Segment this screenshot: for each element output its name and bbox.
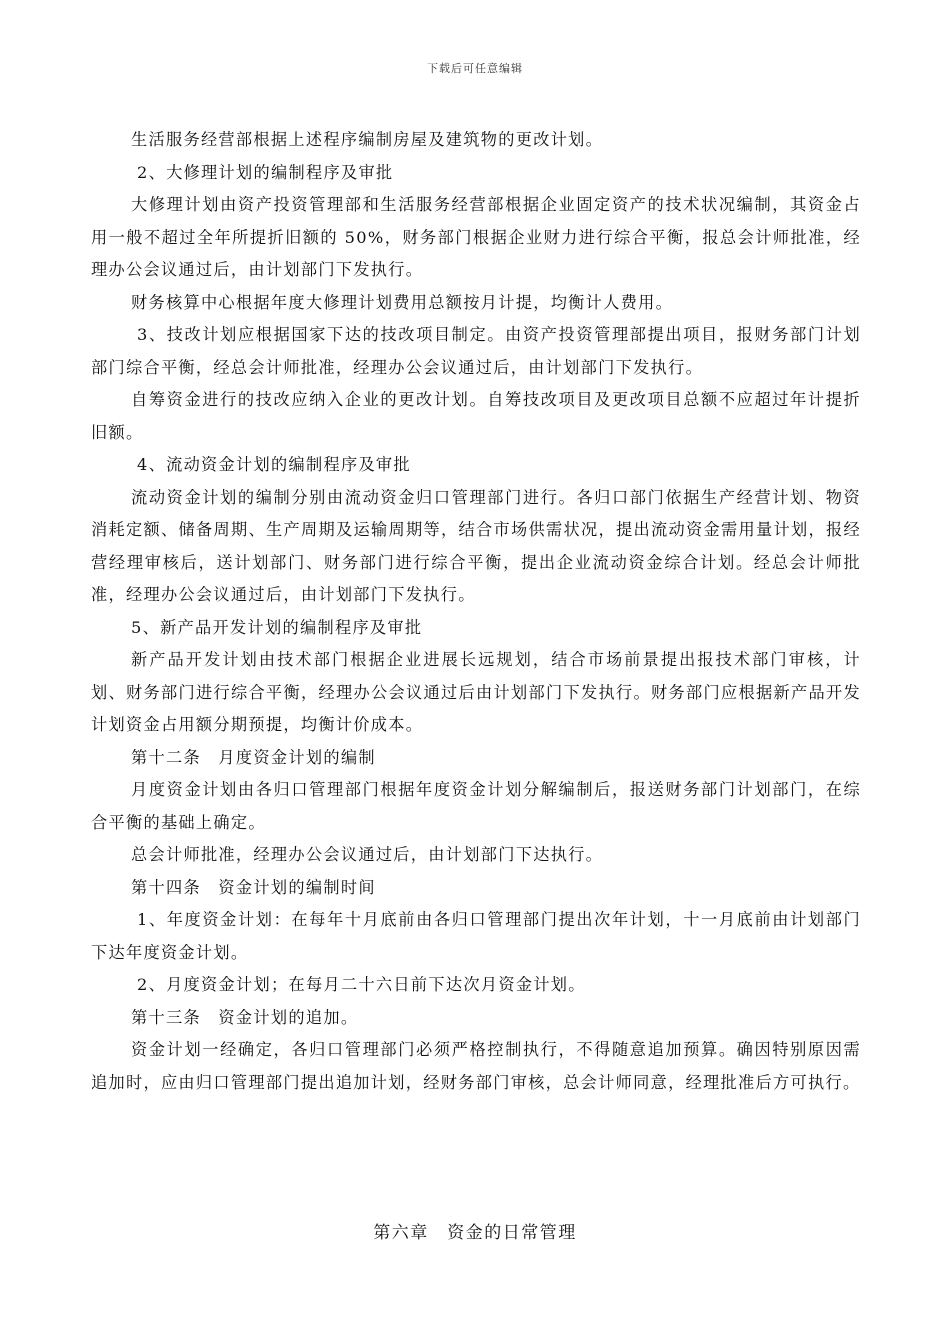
section-heading: 2、大修理计划的编制程序及审批	[137, 162, 394, 182]
paragraph: 大修理计划由资产投资管理部和生活服务经营部根据企业固定资产的技术状况编制，其资金占用一般不超过全年所提折旧额的 50%，财务部门根据企业财力进行综合平衡，报总会计师批准，经理办公会议通过后，由计划部门下发执行。	[91, 195, 861, 279]
paragraph: 2、月度资金计划；在每月二十六日前下达次月资金计划。	[137, 975, 586, 994]
article-heading: 第十三条 资金计划的追加。	[131, 1007, 359, 1027]
header-note: 下载后可任意编辑	[427, 62, 523, 75]
article-heading: 第十二条 月度资金计划的编制	[131, 747, 376, 767]
paragraph: 自筹资金进行的技改应纳入企业的更改计划。自筹技改项目及更改项目总额不应超过年计提折旧额。	[91, 390, 861, 442]
paragraph: 总会计师批准，经理办公会议通过后，由计划部门下达执行。	[131, 845, 604, 864]
section-heading: 5、新产品开发计划的编制程序及审批	[131, 617, 423, 637]
paragraph: 3、技改计划应根据国家下达的技改项目制定。由资产投资管理部提出项目，报财务部门计划部门综合平衡，经总会计师批准，经理办公会议通过后，由计划部门下发执行。	[91, 325, 861, 377]
paragraph: 生活服务经营部根据上述程序编制房屋及建筑物的更改计划。	[131, 130, 604, 149]
paragraph: 流动资金计划的编制分别由流动资金归口管理部门进行。各归口部门依据生产经营计划、物资消耗定额、储备周期、生产周期及运输周期等，结合市场供需状况，提出流动资金需用量计划，报经营经理审核后，送计划部门、财务部门进行综合平衡，提出企业流动资金综合计划。经总会计师批准，经理办公会议通过后，由计划部门下发执行。	[91, 487, 861, 604]
paragraph: 月度资金计划由各归口管理部门根据年度资金计划分解编制后，报送财务部门计划部门，在综合平衡的基础上确定。	[91, 780, 861, 832]
paragraph: 1、年度资金计划：在每年十月底前由各归口管理部门提出次年计划，十一月底前由计划部门下达年度资金计划。	[91, 910, 861, 962]
chapter-title: 第六章 资金的日常管理	[373, 1223, 577, 1243]
section-heading: 4、流动资金计划的编制程序及审批	[137, 455, 411, 474]
article-heading: 第十四条 资金计划的编制时间	[131, 877, 376, 897]
document-body	[91, 124, 861, 1099]
paragraph: 资金计划一经确定，各归口管理部门必须严格控制执行，不得随意追加预算。确因特别原因需追加时，应由归口管理部门提出追加计划，经财务部门审核，总会计师同意，经理批准后方可执行。	[91, 1040, 861, 1092]
paragraph: 新产品开发计划由技术部门根据企业进展长远规划，结合市场前景提出报技术部门审核，计划、财务部门进行综合平衡，经理办公会议通过后由计划部门下发执行。财务部门应根据新产品开发计划资金占用额分期预提，均衡计价成本。	[91, 650, 861, 734]
paragraph: 财务核算中心根据年度大修理计划费用总额按月计提，均衡计人费用。	[131, 292, 674, 312]
